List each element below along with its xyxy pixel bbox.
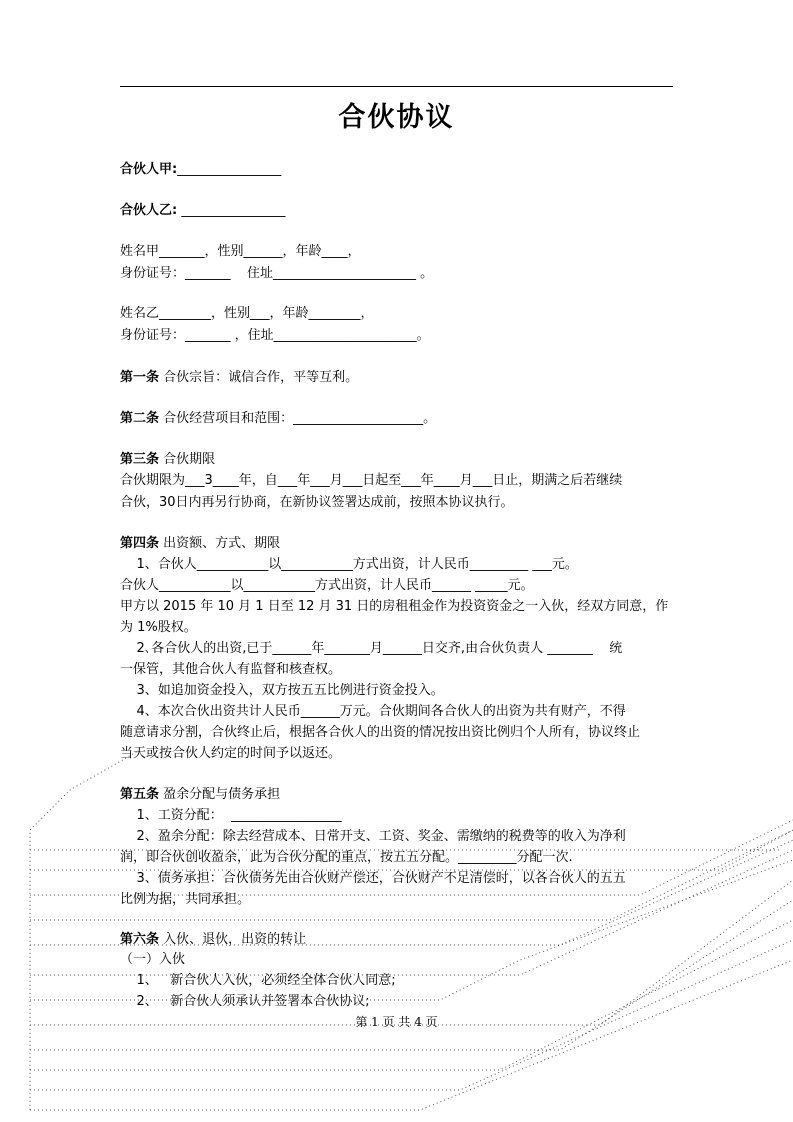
partner-a-label: 合伙人甲:	[120, 162, 178, 177]
article-4-line-5: 2､各合伙人的出资,已于______年_______月______日交齐,由合伙负责人 _______ 统	[120, 641, 623, 656]
article-5-heading	[120, 785, 680, 805]
article-4-line-10: 当天或按合伙人约定的时间予以返还。	[120, 746, 342, 761]
article-4-text: 出资额、方式、期限	[159, 536, 281, 551]
partner-b-label: 合伙人乙:	[120, 203, 178, 218]
article-5-line-3: 润，即合伙创收盈余，此为合伙分配的重点，按五五分配。_________分配一次.	[120, 850, 573, 865]
article-6-subheading: （一）入伙	[120, 952, 186, 967]
article-4-line-4: 为 1%股权。	[120, 620, 197, 635]
page-footer: 第 1 页 共 4 页	[355, 1015, 438, 1029]
article-5-line-1: 1、工资分配： _________________	[120, 808, 342, 823]
partner-b-line	[120, 201, 680, 221]
article-4-heading	[120, 534, 680, 554]
article-5-line-4: 3、债务承担：合伙债务先由合伙财产偿还，合伙财产不足清偿时，以各合伙人的五五	[120, 871, 626, 886]
partner-a-blank: ________________	[177, 162, 282, 177]
person-a-line-2: 身份证号：_______ 住址______________________ 。	[120, 266, 434, 281]
header-rule	[120, 86, 673, 87]
article-5-line-5: 比例为据，共同承担。	[120, 892, 251, 907]
article-6-label: 第六条	[120, 932, 160, 947]
article-3-line-1: 合伙期限为___3____年，自___年___月___日起至___年____月___日止，期满之后若继续	[120, 473, 623, 488]
article-1	[120, 368, 680, 388]
article-2-label: 第二条	[120, 411, 160, 426]
article-4-line-9: 随意请求分割，合伙终止后，根据各合伙人的出资的情况按出资比例归个人所有，协议终止	[120, 725, 641, 740]
person-a-line-1: 姓名甲_______，性别______，年龄____，	[120, 244, 361, 259]
document-title: 合伙协议	[338, 102, 455, 133]
partner-a-line	[120, 160, 680, 180]
partner-b-blank: ________________	[177, 203, 286, 218]
article-4-line-1: 1、合伙人___________以___________方式出资，计人民币_________ ___元。	[120, 557, 578, 572]
article-4-line-7: 3、如追加资金投入，双方按五五比例进行资金投入。	[120, 683, 444, 698]
article-6-heading	[120, 930, 680, 950]
article-6-line-2: 2、 新合伙人须承认并签署本合伙协议;	[120, 994, 370, 1009]
article-6-line-1: 1、 新合伙人入伙，必须经全体合伙人同意;	[120, 973, 396, 988]
article-4-line-2: 合伙人___________以___________方式出资，计人民币______ _____元。	[120, 578, 534, 593]
article-5-label: 第五条	[120, 787, 160, 802]
person-b-line-2: 身份证号：_______ ，住址______________________。	[120, 328, 430, 343]
article-3-label: 第三条	[120, 452, 160, 467]
article-2-text: 合伙经营项目和范围：____________________。	[159, 411, 437, 426]
article-6-text: 入伙、退伙，出资的转让	[159, 932, 307, 947]
article-3-text: 合伙期限	[159, 452, 216, 467]
person-b-line-1: 姓名乙________，性别___，年龄________，	[120, 306, 374, 321]
article-4-line-8: 4、本次合伙出资共计人民币______万元。合伙期间各合伙人的出资为共有财产，不得	[120, 704, 626, 719]
article-3-heading	[120, 450, 680, 470]
article-5-line-2: 2、盈余分配：除去经营成本、日常开支、工资、奖金、需缴纳的税费等的收入为净利	[120, 829, 626, 844]
article-4-label: 第四条	[120, 536, 160, 551]
article-5-text: 盈余分配与债务承担	[159, 787, 281, 802]
article-1-text: 合伙宗旨：诚信合作，平等互利。	[159, 370, 359, 385]
article-4-line-3: 甲方以 2015 年 10 月 1 日至 12 月 31 日的房租租金作为投资资金之一入伙，经双方同意，作	[120, 599, 669, 614]
article-2	[120, 409, 680, 429]
article-4-line-6: 一保管，其他合伙人有监督和核查权。	[120, 662, 342, 677]
article-3-line-2: 合伙，30日内再另行协商，在新协议签署达成前，按照本协议执行。	[120, 495, 514, 510]
article-1-label: 第一条	[120, 370, 160, 385]
